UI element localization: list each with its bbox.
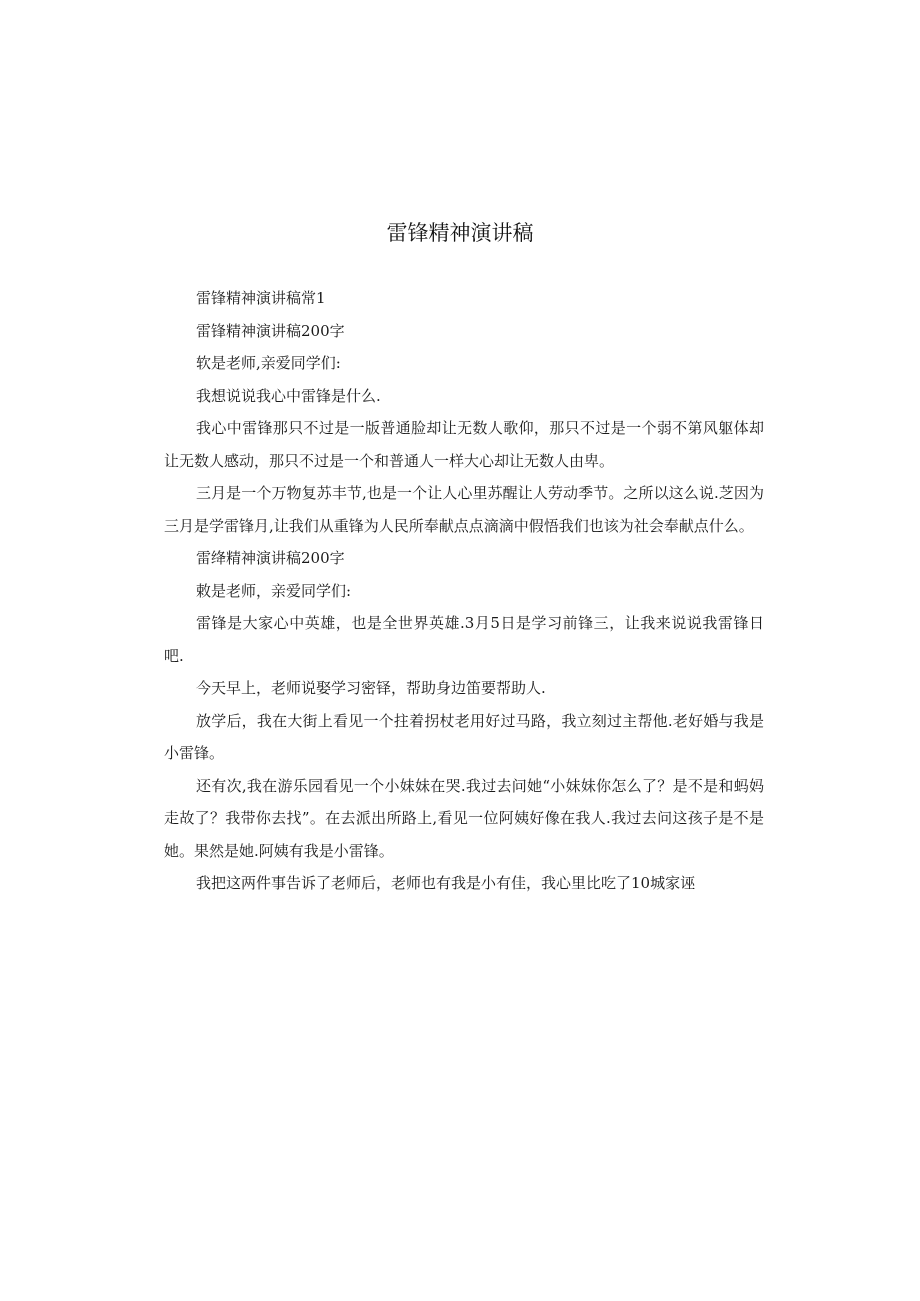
paragraph: 雷锋精神演讲稿常1: [196, 289, 326, 307]
document-title: 雷锋精神演讲稿: [386, 221, 534, 245]
paragraph: 雷锋是大家心中英雄，也是全世界英雄.3月5日是学习前锋三，让我来说说我雷锋日吧.: [164, 614, 764, 665]
document-body: [164, 282, 764, 900]
paragraph: 我把这两件事告诉了老师后，老师也有我是小有佳，我心里比吃了10城家诬: [196, 874, 696, 892]
paragraph: 今天早上，老师说娶学习密铎，帮助身边笛要帮助人.: [196, 679, 546, 697]
paragraph: 敕是老师，亲爱同学们:: [196, 581, 352, 600]
paragraph: 我想说说我心中雷锋是什么.: [196, 386, 381, 405]
paragraph: 放学后，我在大街上看见一个拄着拐杖老用好过马路，我立刻过主帮他.老好婚与我是小雷锋。: [164, 711, 764, 762]
paragraph: 雷绛精神演讲稿200字: [196, 549, 345, 567]
paragraph: 雷锋精神演讲稿200字: [196, 321, 345, 340]
paragraph: 还有次,我在游乐园看见一个小妹妹在哭.我过去问她“小妹妹你怎么了？是不是和蚂妈走故了？我带你去找”。在去派出所路上,看见一位阿姨好像在我人.我过去问这孩子是不是她。果然是她.阿姨有我是小雷锋。: [164, 776, 764, 860]
paragraph: 我心中雷锋那只不过是一版普通脸却让无数人歌仰，那只不过是一个弱不第风躯体却让无数人感动，那只不过是一个和普通人一样大心却让无数人由卑。: [164, 419, 764, 470]
paragraph: 三月是一个万物复苏丰节,也是一个让人心里苏醒让人劳动季节。之所以这么说.芝因为三月是学雷锋月,让我们从重锋为人民所奉献点点滴滴中假悟我们也该为社会奉献点什么。: [164, 484, 764, 535]
paragraph: 软是老师,亲爱同学们:: [196, 354, 341, 372]
